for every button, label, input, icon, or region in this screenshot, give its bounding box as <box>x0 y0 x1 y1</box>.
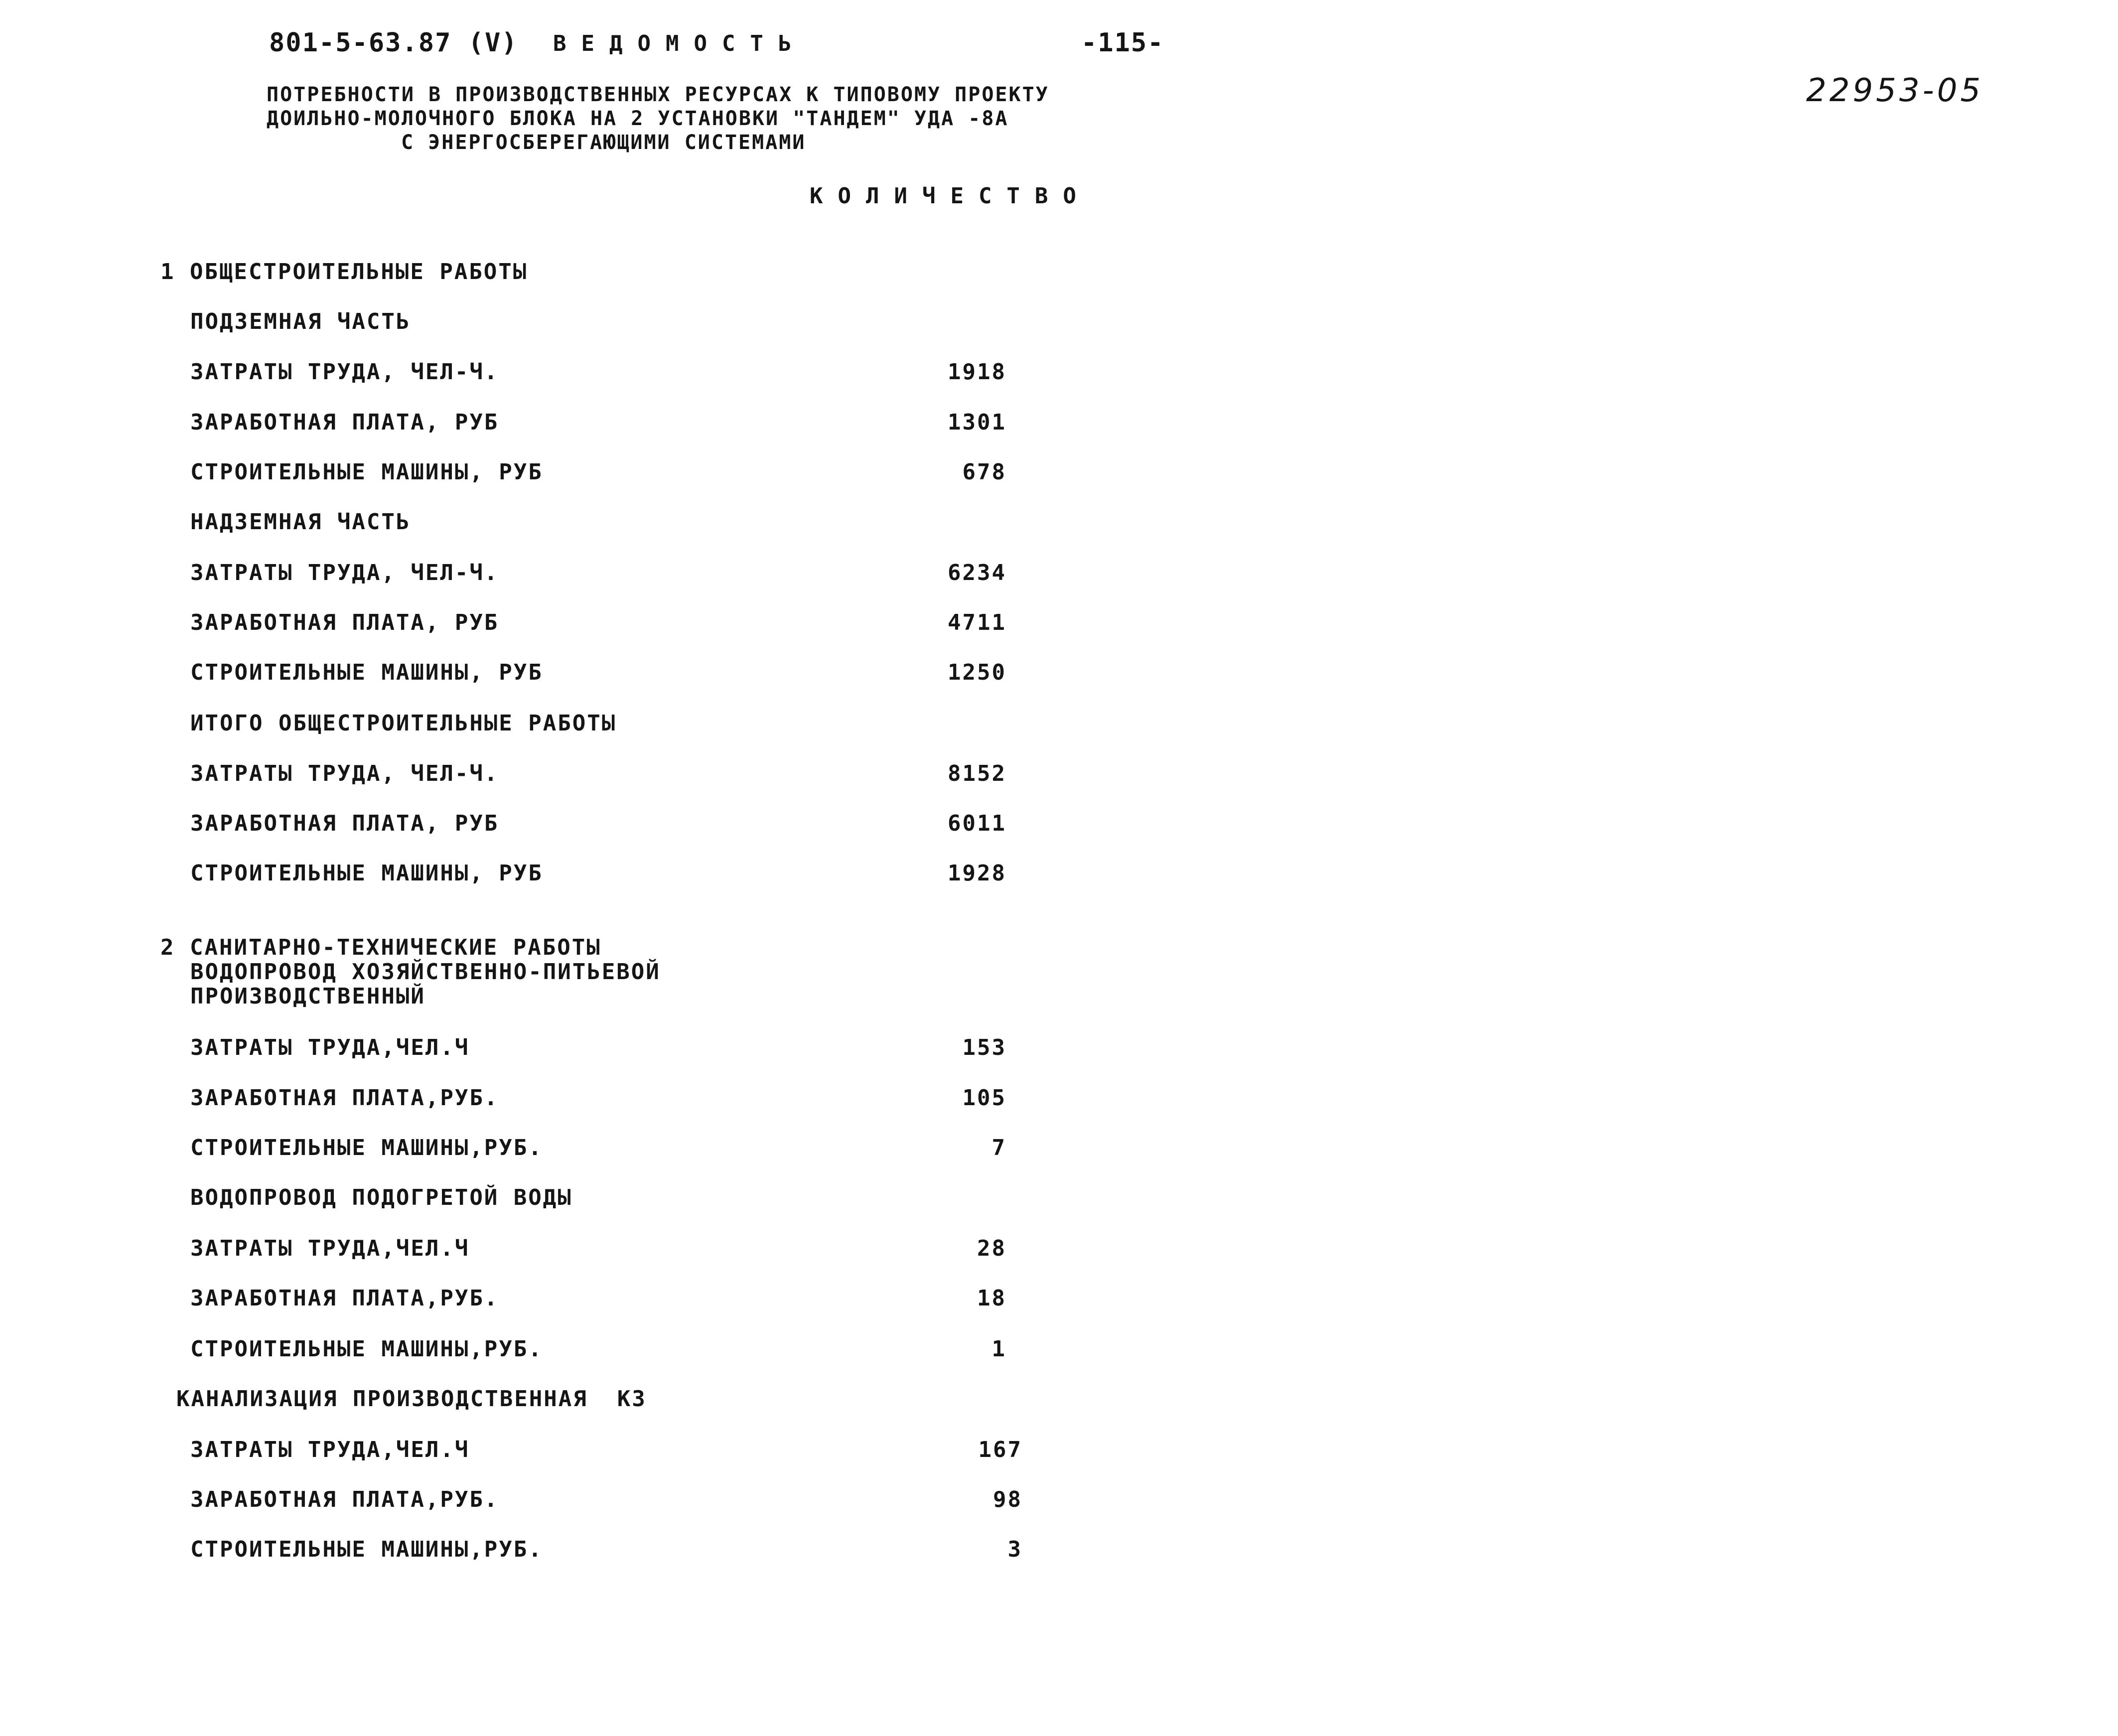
row-value: 28 <box>977 1236 1006 1261</box>
subsection-heading: КАНАЛИЗАЦИЯ ПРОИЗВОДСТВЕННАЯ К3 <box>176 1386 647 1412</box>
row-value: 153 <box>962 1035 1006 1060</box>
row-label: ЗАТРАТЫ ТРУДА,ЧЕЛ.Ч <box>190 1437 470 1462</box>
row-value: 1928 <box>948 861 1006 886</box>
title-line-1: ПОТРЕБНОСТИ В ПРОИЗВОДСТВЕННЫХ РЕСУРСАХ К ТИПОВОМУ ПРОЕКТУ <box>267 83 1049 106</box>
title-line-2: ДОИЛЬНО-МОЛОЧНОГО БЛОКА НА 2 УСТАНОВКИ "ТАНДЕМ" УДА -8А <box>267 107 1009 130</box>
row-value: 105 <box>962 1085 1006 1111</box>
archive-number: 22953-05 <box>1806 72 1984 109</box>
row-label: ЗАРАБОТНАЯ ПЛАТА, РУБ <box>190 811 499 836</box>
row-value: 6011 <box>948 811 1006 836</box>
row-label: СТРОИТЕЛЬНЫЕ МАШИНЫ,РУБ. <box>190 1135 543 1160</box>
row-value: 7 <box>991 1135 1006 1160</box>
subsection-heading: ПРОИЗВОДСТВЕННЫЙ <box>190 984 425 1009</box>
row-value: 98 <box>993 1487 1022 1512</box>
row-value: 6234 <box>948 560 1006 585</box>
section-heading: 2 САНИТАРНО-ТЕХНИЧЕСКИЕ РАБОТЫ <box>160 935 601 960</box>
row-label: ЗАТРАТЫ ТРУДА, ЧЕЛ-Ч. <box>190 359 499 385</box>
row-label: ЗАРАБОТНАЯ ПЛАТА, РУБ <box>190 410 499 435</box>
row-label: СТРОИТЕЛЬНЫЕ МАШИНЫ,РУБ. <box>190 1336 543 1362</box>
row-value: 8152 <box>948 761 1006 786</box>
row-value: 1301 <box>948 410 1006 435</box>
subsection-heading: ИТОГО ОБЩЕСТРОИТЕЛЬНЫЕ РАБОТЫ <box>190 711 617 736</box>
subsection-heading: НАДЗЕМНАЯ ЧАСТЬ <box>190 509 411 535</box>
document-type: ВЕДОМОСТЬ <box>553 31 807 56</box>
row-label: ЗАТРАТЫ ТРУДА,ЧЕЛ.Ч <box>190 1035 470 1060</box>
subsection-heading: ВОДОПРОВОД ХОЗЯЙСТВЕННО-ПИТЬЕВОЙ <box>190 959 661 985</box>
row-value: 167 <box>978 1437 1022 1462</box>
row-label: СТРОИТЕЛЬНЫЕ МАШИНЫ, РУБ <box>190 861 543 886</box>
page-number: -115- <box>1081 28 1164 58</box>
row-label: ЗАРАБОТНАЯ ПЛАТА, РУБ <box>190 610 499 635</box>
row-value: 3 <box>1007 1537 1022 1562</box>
row-label: ЗАРАБОТНАЯ ПЛАТА,РУБ. <box>190 1085 499 1111</box>
row-label: СТРОИТЕЛЬНЫЕ МАШИНЫ, РУБ <box>190 660 543 685</box>
row-label: ЗАРАБОТНАЯ ПЛАТА,РУБ. <box>190 1487 499 1512</box>
row-label: СТРОИТЕЛЬНЫЕ МАШИНЫ, РУБ <box>190 459 543 485</box>
title-line-3: С ЭНЕРГОСБЕРЕГАЮЩИМИ СИСТЕМАМИ <box>401 131 806 154</box>
row-value: 18 <box>977 1286 1006 1311</box>
row-label: ЗАТРАТЫ ТРУДА,ЧЕЛ.Ч <box>190 1236 470 1261</box>
subsection-heading: ВОДОПРОВОД ПОДОГРЕТОЙ ВОДЫ <box>190 1185 572 1210</box>
section-heading: 1 ОБЩЕСТРОИТЕЛЬНЫЕ РАБОТЫ <box>160 259 528 285</box>
row-label: ЗАРАБОТНАЯ ПЛАТА,РУБ. <box>190 1286 499 1311</box>
document-code: 801-5-63.87 (V) <box>269 28 518 58</box>
row-value: 678 <box>962 459 1006 485</box>
subsection-heading: ПОДЗЕМНАЯ ЧАСТЬ <box>190 309 411 334</box>
row-value: 1918 <box>948 359 1006 385</box>
row-value: 4711 <box>948 610 1006 635</box>
row-value: 1 <box>991 1336 1006 1362</box>
column-header-quantity: КОЛИЧЕСТВО <box>810 183 1091 209</box>
row-label: ЗАТРАТЫ ТРУДА, ЧЕЛ-Ч. <box>190 761 499 786</box>
row-value: 1250 <box>948 660 1006 685</box>
row-label: ЗАТРАТЫ ТРУДА, ЧЕЛ-Ч. <box>190 560 499 585</box>
row-label: СТРОИТЕЛЬНЫЕ МАШИНЫ,РУБ. <box>190 1537 543 1562</box>
